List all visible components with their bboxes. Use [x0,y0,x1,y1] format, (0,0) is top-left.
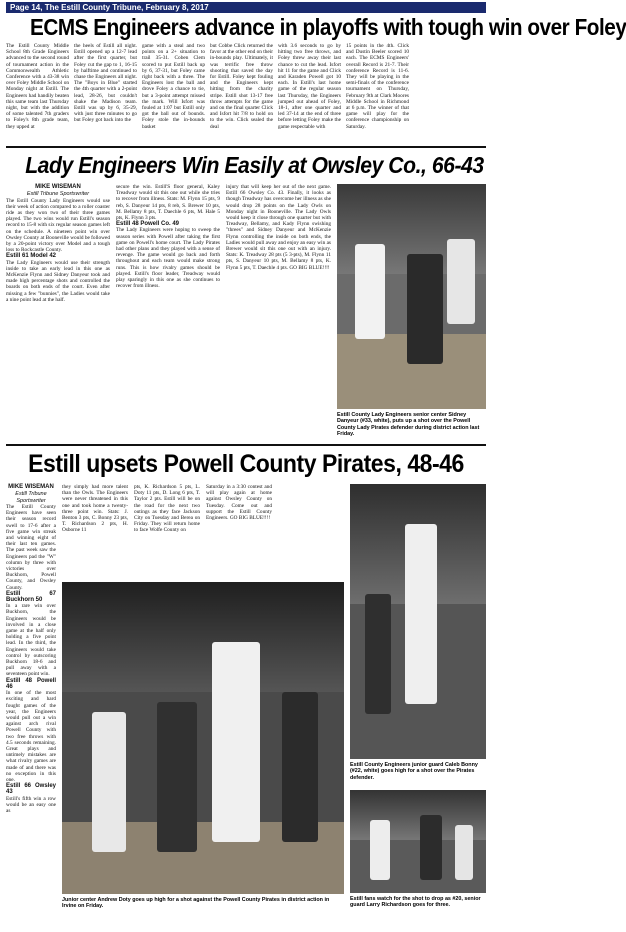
divider-1 [6,146,486,148]
story3-col-2: they simply had more talent than the Owls. The Engineers were never threatened in this one and took home a twenty-three point win. Stats: J. Benton 3 pts, C. Bonny 23 pts, T. Richardson 2 pts, H. Osborne 11 [62,484,128,534]
story3-photo-bottom-right [350,790,486,893]
story1-body [6,43,486,143]
story2-photo-caption: Estill County Lady Engineers senior center Sidney Danyeur (#33, white), puts up a shot over the Powell County Lady Pirates defender during district action last Friday. [337,412,480,437]
story3-byline: MIKE WISEMAN [8,484,54,490]
story3-sub-2: Estill 48 Powell 46 [6,677,56,690]
story3-sub-3: Estill 66 Owsley 43 [6,783,56,796]
story2-col-1b: The Lady Engineers would use their strength inside to take an early lead in this one as McKenzie Flynn and Sidney Danyeur took and made high percentage shots and controlled the boards on both ends of the court. Even after missing a few "bunnies", the Ladies would take a nine point lead at the half. [6,259,110,303]
story3-col-1c: In one of the most exciting and hard fought games of the year, the Engineers would pull out a win against arch rival Powell County with two free throws with 4.5 seconds remaining. Great plays and untimely mistakes are what rivalry games are made of and there was no exception in this one. [6,690,56,783]
story3-photo-main [62,582,344,894]
story1-col-4: but Cobbe Click returned the favor at the other end on their in-bounds play. Ultimately, it was terrific free throw shooting that saved the day for Estill. Foley kept fouling and the Engineers kept hitting from the charity stripe. Estill shot 13-17 free throw attempts for the game and on the final quarter Click and Isfort hit 7/8 to hold on to the win. Click sealed the deal [210,43,273,130]
story1-col-6: 15 points in the 4th. Click and Dustin Beeler scored 10 each. The ECMS Engineers' overall Record is 21-7. Their conference Record is 11-6. They will be playing in the semi-finals of the conference tournament on Thursday, February 9th at Clark Moores Middle School in Richmond at 6 p.m. The winner of that game will play for the conference championship on Saturday. [346,43,409,130]
story3-col-1d: Estill's fifth win a row would be an easy one as [6,795,56,814]
story2-photo [337,184,486,409]
headline-3: Estill upsets Powell County Pirates, 48-46 [28,450,464,478]
story3-photo-top-right [350,484,486,759]
story1-col-3: game with a steal and two points on a 2+ situation to trail 35-31. Coben Clem scored to put Estill back up by 6, 37-31, but Foley came right back with a three. The Engineers lost the ball and drove Foley a chance to tie, but a 3-point attempt missed the mark. Will Isfort was fouled at 1:07 but Estill only got the ball out of bounds. Foley stole the in-bounds basket [142,43,205,130]
story2-col-2: secure the win. Estill'S floor general, Kaley Treadway would sit this one out while she tries to recover from illness. Stats: M. Flynn 15 pts, 9 reb, S. Danyeur 14 pts, 8 reb, S. Brewer 10 pts, M. Bellamy 8 pts, T. Daechle 6 pts, M. Hale 5 pts, K. Flynn 3 pts. [116,184,220,222]
headline-2: Lady Engineers Win Easily at Owsley Co., 66-43 [25,152,484,178]
story2-byline-role: Estill Tribune Sportswriter [26,191,90,197]
divider-2 [6,444,486,446]
story2-col-3: injury that will keep her out of the next game. Estill 66 Owsley Co. 43. Finally, it looks as though Treadway has overcome her illness as she would drop 28 points on the Lady Owls on Monday night in Booneville. The Lady Owls would keep it close through one quarter but with Treadway, Bellamy, and Kady Flynn swishing "threes" and Sidney Danyeur and McKenzie Flynn controlling the inside on both ends, the Ladies would pull away and enjoy an easy win as Brewer would sit this one out with an injury. Stats: K. Treadway 28 pts (5 3-pts), M. Flynn 11 pts, S. Danyeur 10 pts, M. Bellamy 8 pts, K. Flynn 5 pts, T. Daechle 4 pts. GO BIG BLUE!!!! [226,184,331,271]
story3-photo-top-right-caption: Estill County Engineers junior guard Caleb Bonny (#22, white) goes high for a shot over the Pirates defender. [350,762,478,781]
story3-photo-main-caption: Junior center Andrew Doty goes up high for a shot against the Powell County Pirates in district action in Irvine on Friday. [62,897,330,910]
story1-col-2: the heels of Estill all night. Estill opened up a 12-7 lead after the first quarter, but Foley cut the gap to 1, 16-15 by halftime and continued to chase the Engineers all night. The "Boys in Blue" started the 4th quarter with a 2-point lead, 28-26, but couldn't shake the Madison team. Estill was up by 6, 35-29, with just three minutes to go but Foley got back into the [74,43,137,124]
page-folio: Page 14, The Estill County Tribune, February 8, 2017 [6,2,486,13]
story2-col-1: The Estill County Lady Engineers would use their week of action compared to a roller coaster ride as they won two of their three games played. The two wins would run Estill's season record to 15-8 with six regular season games left on the schedule. A nineteen point win over Owsley County at Booneville would be followed by a 20-point victory over Model and a tough loss to Rockcastle County. [6,197,110,254]
story3-col-4: Saturday in a 3:30 contest and will play again at home against Owsley County on Tuesday. Come out and support the Estill County Engineers. GO BIG BLUE!!!! [206,484,272,522]
story2-sub-1: Estill 61 Model 42 [6,253,57,260]
headline-1: ECMS Engineers advance in playoffs with tough win over Foley [30,14,626,40]
story3-photo-bottom-right-caption: Estill fans watch for the shot to drop as #20, senior guard Larry Richardson goes for three. [350,896,481,909]
story3-byline-role: Estill Tribune Sportswriter [15,491,47,504]
story2-sub-2: Estill 48 Powell Co. 49 [116,221,180,228]
story1-col-5: with 3.6 seconds to go by hitting two free throws, and Foley threw away their last chance to cut the lead. Isfort hit 11 for the game and Click and Karaden Powell got 10 each. In Estill's last home game of the regular season last Thursday, the Engineers jumped out ahead of Foley, 18-1, after one quarter and led 37-14 at the end of three before letting Foley make the game respectable with [278,43,341,130]
story2-body [6,184,331,444]
story2-byline: MIKE WISEMAN [35,184,81,190]
story3-col-3: pts, K. Richardson 5 pts, L. Doty 11 pts, D. Long 6 pts, T. Taylor 2 pts. Estill will be on the road for the next two outings as they face Jackson City on Tuesday and Berea on Friday. They will return home to face Wolfe County on [134,484,200,534]
story1-col-1: The Estill County Middle School 8th Grade Engineers advanced to the second round of tournament action in the Commonwealth Athletic Conference with a 43-38 win over Foley Middle School on Monday night at Estill. The Engineers had handily beaten this same team last Thursday night, but with the addition of some talented 7th graders to Foley's 8th grade team, they upped at [6,43,69,130]
story2-col-2b: The Lady Engineers were hoping to sweep the season series with Powell after taking the first game on Powell's home court. The Lady Pirates had other plans and they played with a sense of revenge. The game would go back and forth throughout and each team would make strong runs. This is how rivalry games should be played. Estill's floor leader, Treadway would play sparingly in this one as she continues to recover from illness. [116,227,220,290]
story3-sub-1: Estill 67 Buckhorn 50 [6,590,56,604]
story3-col-1b: In a rare win over Buckhorn, the Engineers would be involved in a close game at the half only holding a five point lead. In the third, the Engineers would take control by outscoring Buckhorn 18-6 and pull away with a seventeen point win. [6,603,56,678]
story3-col-1: The Estill County Engineers have seen their season record swell to 17-6 after a five game win streak and winning eight of their last ten games. The past week saw the Engineers pad the "W" column by three with victories over Buckhorn, Powell County, and Owsley County. [6,504,56,591]
